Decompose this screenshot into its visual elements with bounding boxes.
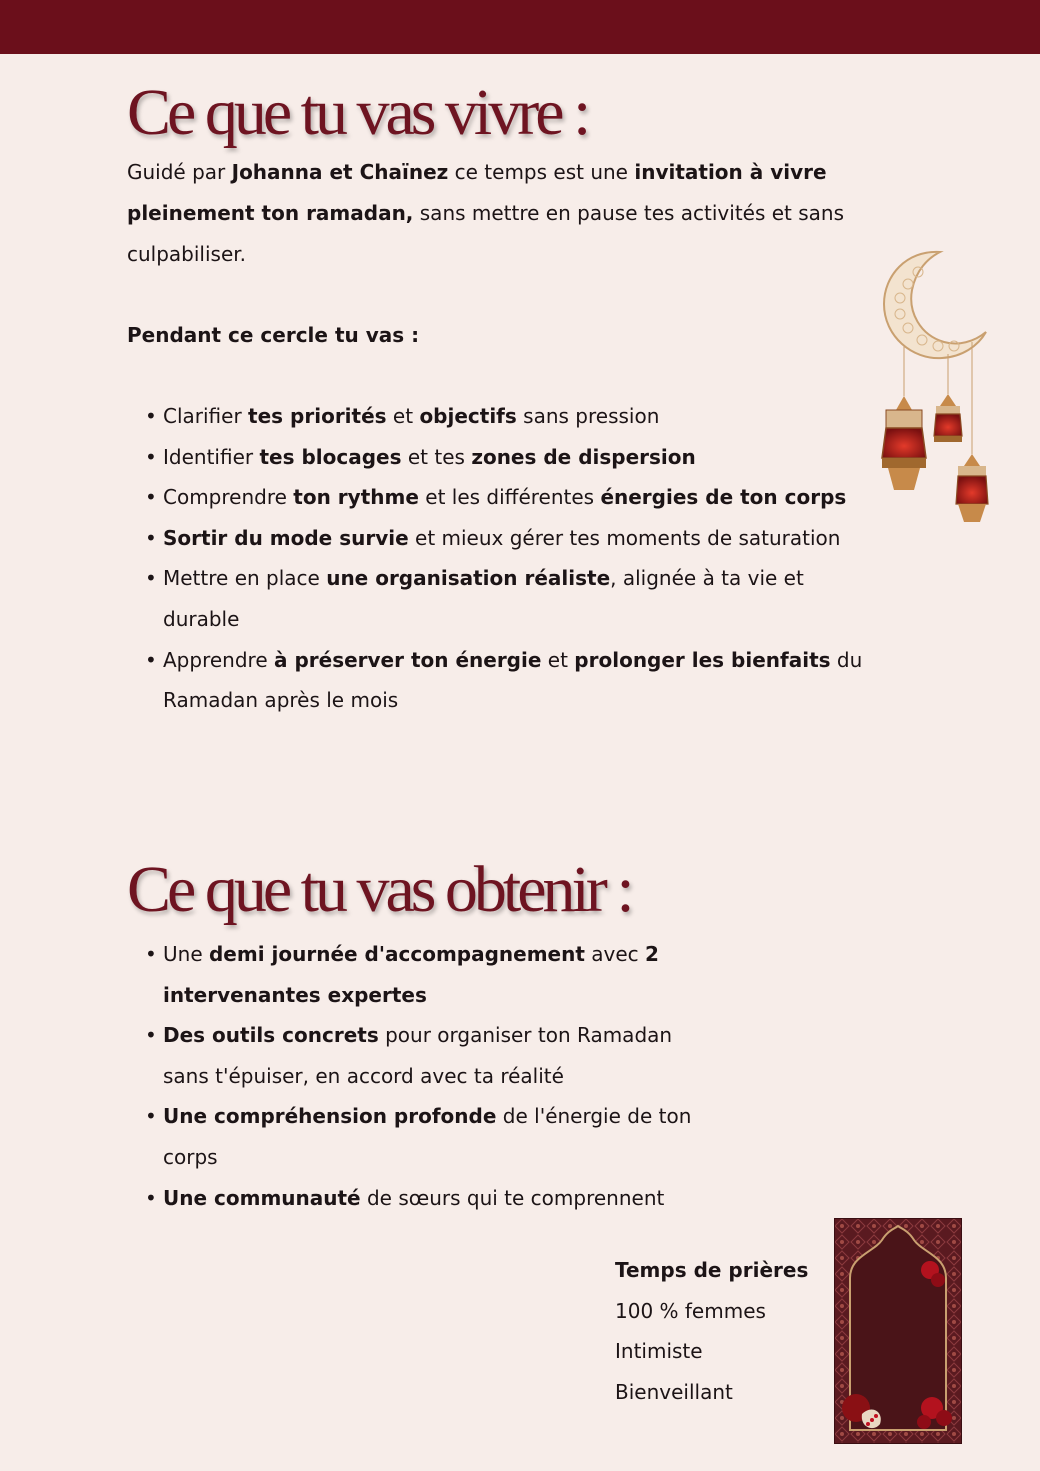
list-item-emphasis: Une communauté [163, 1185, 361, 1210]
list-item-text: pour organiser ton Ramadan sans t'épuiser, en accord avec ta réalité [163, 1023, 673, 1088]
prayer-mat-illustration [834, 1218, 962, 1444]
aside-heading: Temps de prières [615, 1258, 809, 1282]
list-item-text: et les différentes [418, 485, 601, 510]
lantern-icon [956, 454, 988, 522]
lantern-icon [934, 394, 962, 442]
bullet-icon: • [145, 525, 157, 550]
list-item-emphasis: prolonger les bienfaits [574, 647, 831, 672]
intro-paragraph [127, 152, 867, 275]
section-title-obtenir: Ce que tu vas obtenir : [127, 853, 631, 926]
bullet-icon: • [145, 647, 157, 672]
bullet-icon: • [145, 1104, 157, 1129]
list-item [145, 934, 723, 1015]
list-item-text: Mettre en place [163, 566, 327, 591]
list-item-text: et tes [401, 444, 472, 469]
list-item-emphasis: demi journée d'accompagnement [208, 942, 585, 966]
bullet-icon: • [145, 485, 157, 510]
bullet-icon: • [145, 444, 157, 469]
list-item-text: et [386, 404, 420, 428]
list-item-emphasis: Des outils concrets [163, 1023, 379, 1048]
cercle-subheading: Pendant ce cercle tu vas : [127, 323, 420, 347]
list-item-text: et mieux gérer tes moments de saturation [408, 525, 841, 550]
section-title-vivre: Ce que tu vas vivre : [127, 76, 588, 149]
aside-info [615, 1250, 808, 1413]
lantern-icon [882, 396, 926, 490]
list-item [145, 1015, 723, 1096]
bullet-icon: • [145, 942, 157, 966]
list-item-text: et [541, 647, 575, 672]
list-item [145, 477, 883, 518]
list-item [145, 396, 883, 437]
bullet-icon: • [145, 1023, 157, 1048]
list-item-emphasis: tes blocages [259, 444, 402, 469]
list-item-emphasis: Sortir du mode survie [163, 525, 409, 550]
vivre-list [145, 396, 883, 721]
intro-text: ce temps est une [448, 160, 635, 184]
list-item-text: Apprendre [163, 647, 274, 672]
intro-text: sans mettre en pause tes activités et sans culpabiliser. [127, 201, 845, 266]
list-item-text: , alignée à ta vie et durable [163, 566, 804, 631]
list-item [145, 437, 883, 478]
crescent-lanterns-illustration [878, 246, 990, 530]
list-item-emphasis: tes priorités [248, 404, 387, 428]
list-item [145, 558, 883, 639]
list-item-text: Une [163, 942, 209, 966]
list-item-text: Identifier [163, 444, 260, 469]
list-item [145, 1096, 723, 1177]
list-item-emphasis: énergies de ton corps [600, 485, 847, 510]
list-item-text: de l'énergie de ton corps [163, 1104, 692, 1169]
list-item [145, 518, 883, 559]
aside-line: Intimiste [615, 1339, 703, 1364]
intro-invitation: invitation à vivre pleinement ton ramadan, [127, 160, 827, 225]
bullet-icon: • [145, 404, 157, 428]
list-item [145, 640, 883, 721]
bullet-icon: • [145, 1185, 157, 1210]
bullet-icon: • [145, 566, 157, 591]
list-item-text: Comprendre [163, 485, 294, 510]
list-item-emphasis: 2 intervenantes expertes [163, 942, 659, 1007]
intro-names: Johanna et Chaïnez [231, 160, 449, 184]
aside-line: Bienveillant [615, 1380, 733, 1405]
list-item-emphasis: objectifs [419, 404, 517, 428]
list-item-text: sans pression [516, 404, 660, 428]
aside-line: 100 % femmes [615, 1298, 766, 1323]
list-item-text: de sœurs qui te comprennent [360, 1185, 665, 1210]
list-item-emphasis: ton rythme [293, 485, 419, 510]
list-item-emphasis: zones de dispersion [471, 444, 696, 469]
list-item-emphasis: à préserver ton énergie [273, 647, 542, 672]
intro-text: Guidé par [127, 160, 232, 184]
list-item-text: Clarifier [163, 404, 249, 428]
list-item-emphasis: une organisation réaliste [326, 566, 611, 591]
list-item-text: du Ramadan après le mois [163, 647, 863, 713]
top-banner [0, 0, 1040, 54]
list-item [145, 1178, 723, 1219]
list-item-emphasis: Une compréhension profonde [163, 1104, 497, 1129]
list-item-text: avec [584, 942, 646, 966]
obtenir-list [145, 934, 723, 1218]
